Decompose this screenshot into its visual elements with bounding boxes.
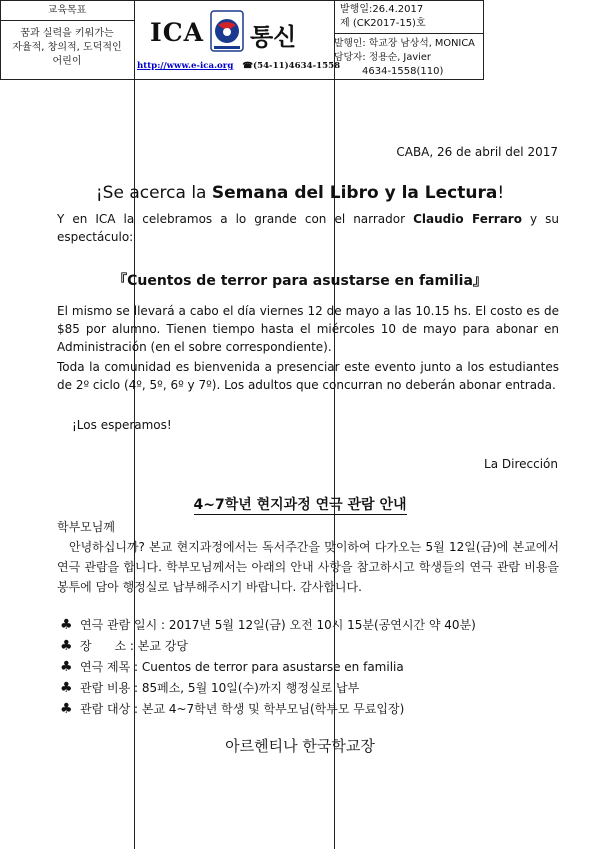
logo-text: ICA [150, 18, 204, 47]
contact-phone: 4634-1558(110) [362, 66, 444, 77]
narrator-name: Claudio Ferraro [413, 212, 522, 226]
spanish-title-bold: Semana del Libro y la Lectura [211, 183, 498, 203]
phone-number: ☎(54-11)4634-1558 [242, 61, 341, 71]
mission-label: 교육목표 [47, 5, 87, 16]
spanish-signature: La Dirección [484, 457, 558, 471]
korean-title [0, 494, 600, 514]
list-item: ♣ 연극 관람 일시 : 2017년 5월 12일(금) 오전 10시 15분(공연시간 약 40분) [60, 616, 476, 633]
event-details-list [60, 614, 560, 719]
korean-signature: 아르헨티나 한국학교장 [225, 737, 375, 755]
korean-salutation: 학부모님께 [57, 520, 115, 534]
mission-line-1: 꿈과 실력을 키워가는 [20, 28, 114, 39]
spanish-intro [57, 210, 559, 246]
korean-body: 안녕하십니까? 본교 현지과정에서는 독서주간을 맞이하여 다가오는 5월 12일(금)에 본교에서 연극 관람을 합니다. 학부모님께서는 아래의 안내 사항을 참고하시고 학생들의 연극 관람 비용을 봉투에 담아 행정실로 납부해주시기 바랍니다. 감사합니다. [57, 540, 559, 594]
spanish-paragraph-2: Toda la comunidad es bienvenida a presenciar este evento junto a los estudiantes de 2º ciclo (4º, 5º, 6º y 7º). Los adultos que concurran no deberán abonar entrada. [57, 360, 559, 392]
intro-post: y su espectáculo: [57, 212, 560, 244]
list-item: ♣ 연극 제목 : Cuentos de terror para asustarse en familia [60, 658, 404, 675]
school-emblem-icon [210, 10, 244, 52]
website-link[interactable]: http://www.e-ica.org [137, 61, 234, 71]
issue-date: 발행일:26.4.2017 [340, 4, 424, 15]
club-bullet-icon: ♣ [60, 637, 73, 654]
club-bullet-icon: ♣ [60, 679, 73, 696]
newsletter-header [0, 0, 484, 80]
spanish-title-post: ! [497, 183, 505, 203]
contact-person: 담당자: 정용순, Javier [334, 52, 431, 63]
list-item: ♣ 장 소 : 본교 강당 [60, 637, 188, 654]
spanish-title [0, 183, 600, 203]
mission-line-2: 자율적, 창의적, 도덕적인 [12, 42, 122, 53]
club-bullet-icon: ♣ [60, 658, 73, 675]
club-bullet-icon: ♣ [60, 700, 73, 717]
intro-pre: Y en ICA la celebramos a lo grande con el narrador [57, 212, 414, 226]
publisher: 발행인: 학교장 남상석, MONICA [334, 38, 475, 49]
spanish-paragraph-1: El mismo se llevará a cabo el día viernes 12 de mayo a las 10.15 hs. El costo es de $85 por alumno. Tienen tiempo hasta el miércoles 10 de mayo para abonar en Administración (en el sobre correspondiente). [57, 304, 559, 354]
spanish-title-pre: ¡Se acerca la [95, 183, 212, 203]
letter-date: CABA, 26 de abril del 2017 [396, 145, 558, 159]
show-title: 『Cuentos de terror para asustarse en familia』 [113, 273, 487, 289]
korean-title-text: 4~7학년 현지과정 연극 관람 안내 [193, 497, 407, 513]
list-item: ♣ 관람 대상 : 본교 4~7학년 학생 및 학부모님(학부모 무료입장) [60, 700, 405, 717]
mission-line-3: 어린이 [52, 56, 82, 67]
issue-number: 제 (CK2017-15)호 [340, 18, 426, 29]
logo-korean-text: 통신 [250, 23, 297, 51]
club-bullet-icon: ♣ [60, 616, 73, 633]
list-item: ♣ 관람 비용 : 85페소, 5월 10일(수)까지 행정실로 납부 [60, 679, 360, 696]
spanish-closing: ¡Los esperamos! [72, 418, 172, 432]
